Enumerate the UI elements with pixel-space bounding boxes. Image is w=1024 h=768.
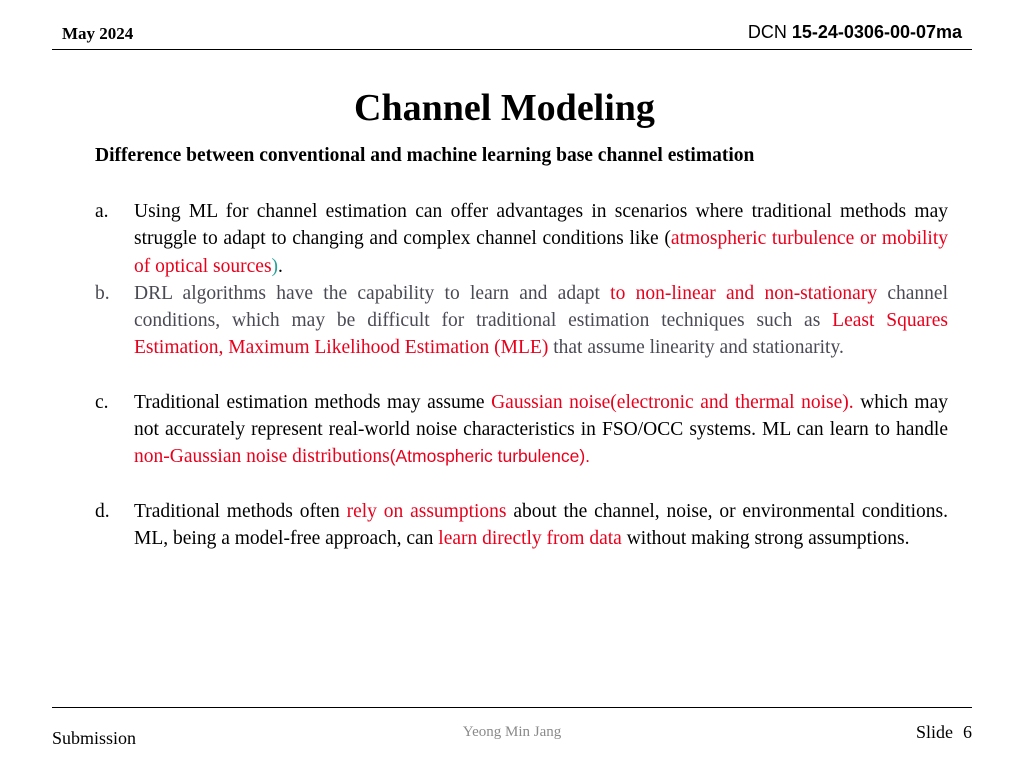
highlight-segment: Gaussian noise(electronic and thermal noise). (491, 391, 854, 413)
text-segment: Traditional methods often (134, 500, 347, 522)
text-segment: ) (271, 255, 279, 277)
header-date: May 2024 (62, 24, 134, 43)
list-marker: d. (95, 500, 110, 522)
text-segment: . (278, 255, 283, 277)
spacer (95, 362, 948, 389)
highlight-segment: rely on assumptions (346, 500, 507, 522)
text-segment: Traditional estimation methods may assume (134, 391, 492, 413)
footer-author: Yeong Min Jang (462, 724, 562, 740)
highlight-segment: (Atmospheric turbulence). (389, 446, 591, 467)
highlight-segment: atmospheric turbulence or mobility of optical sources (134, 228, 948, 277)
item-b-text (134, 283, 948, 359)
highlight-segment: to non-linear and non-stationary (610, 282, 878, 304)
content-list (95, 198, 948, 552)
list-marker: c. (95, 391, 109, 413)
footer-submission: Submission (52, 728, 137, 748)
item-d-text (134, 501, 948, 549)
list-marker: a. (95, 201, 109, 222)
text-segment: that assume linearity and stationarity. (548, 337, 844, 359)
slide-title: Channel Modeling (354, 87, 655, 129)
slide-number: 6 (963, 722, 972, 742)
list-item-a (95, 198, 948, 280)
footer-slide (916, 722, 972, 743)
footer-divider (52, 707, 972, 708)
dcn-number: 15-24-0306-00-07ma (791, 22, 962, 42)
text-segment: without making strong assumptions. (621, 527, 910, 549)
highlight-segment: Least Squares Estimation, Maximum Likelihood Estimation (MLE) (134, 310, 948, 359)
list-item-c (95, 389, 948, 471)
highlight-segment: learn directly from data (438, 527, 622, 549)
text-segment: Using ML for channel estimation can offer advantages in scenarios where traditional methods may struggle to adapt to changing and complex channel conditions like ( (134, 201, 948, 250)
slide-label: Slide (915, 722, 953, 742)
dcn-label: DCN (747, 22, 787, 42)
spacer (95, 471, 948, 498)
text-segment: channel conditions, which may be difficult for traditional estimation techniques such as (134, 282, 948, 332)
list-marker: b. (95, 282, 110, 304)
list-item-b (95, 280, 948, 362)
text-segment: which may not accurately represent real-world noise characteristics in FSO/OCC systems. ML can learn to handle (134, 391, 948, 441)
header-divider (52, 49, 972, 50)
highlight-segment: non-Gaussian noise distributions (134, 446, 390, 468)
text-segment: about the channel, noise, or environmental conditions. ML, being a model-free approach, can (134, 500, 948, 549)
item-c-text (134, 392, 948, 468)
header-dcn (748, 22, 962, 43)
item-a-text (134, 201, 948, 277)
slide-subtitle: Difference between conventional and machine learning base channel estimation (95, 145, 755, 166)
text-segment: DRL algorithms have the capability to learn and adapt (134, 282, 611, 304)
list-item-d (95, 498, 948, 553)
